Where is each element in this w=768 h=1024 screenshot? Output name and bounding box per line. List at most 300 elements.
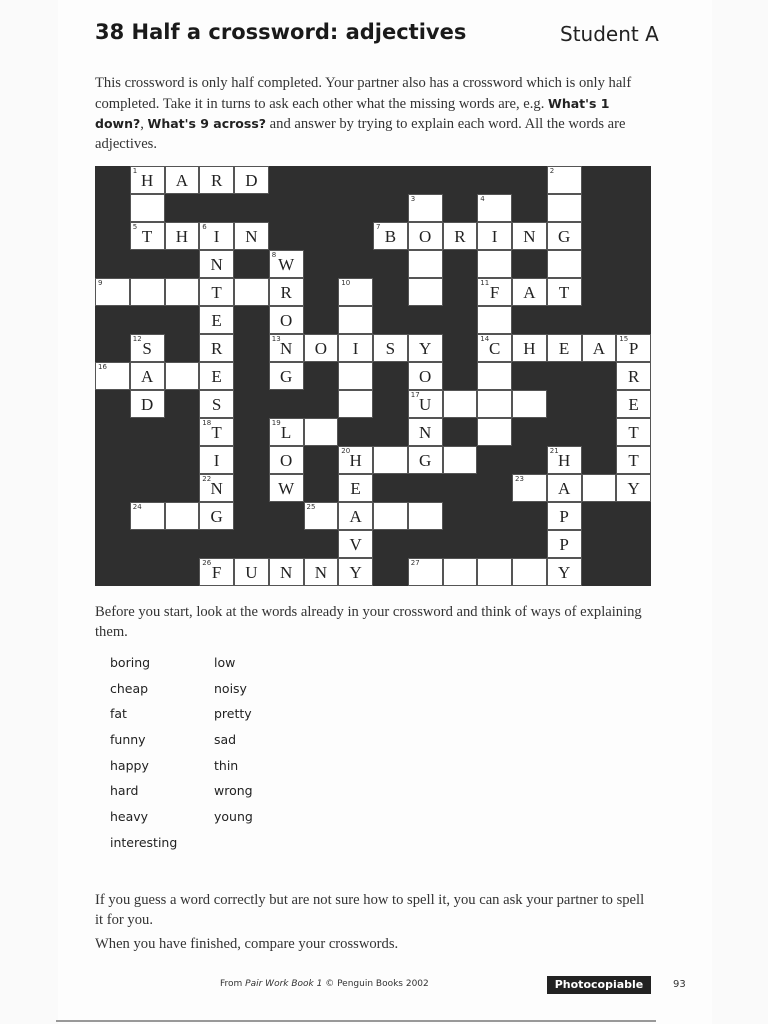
crossword-cell xyxy=(269,306,304,334)
crossword-cell xyxy=(408,194,443,222)
page-edge-line xyxy=(56,1020,656,1022)
cell-letter: R xyxy=(454,227,466,246)
crossword-cell xyxy=(443,390,478,418)
black-square xyxy=(512,362,547,390)
word-list-column-1 xyxy=(110,654,177,860)
crossword-cell xyxy=(443,446,478,474)
cell-letter: N xyxy=(245,227,258,246)
black-square xyxy=(165,446,200,474)
black-square xyxy=(234,334,269,362)
cell-letter: H xyxy=(349,451,362,470)
cell-letter: V xyxy=(349,535,362,554)
crossword-cell xyxy=(130,362,165,390)
black-square xyxy=(443,278,478,306)
crossword-cell xyxy=(616,474,651,502)
cell-letter: P xyxy=(628,339,639,358)
crossword-cell xyxy=(616,418,651,446)
cell-letter: E xyxy=(211,367,222,386)
crossword-cell xyxy=(477,278,512,306)
black-square xyxy=(95,558,130,586)
crossword-cell xyxy=(199,502,234,530)
crossword-cell xyxy=(408,334,443,362)
crossword-cell xyxy=(408,418,443,446)
clue-number: 17 xyxy=(410,391,420,399)
black-square xyxy=(165,474,200,502)
intro-comma: , xyxy=(140,116,148,132)
crossword-cell xyxy=(165,502,200,530)
black-square xyxy=(165,530,200,558)
word-item: sad xyxy=(214,732,237,748)
black-square xyxy=(95,474,130,502)
black-square xyxy=(304,446,339,474)
black-square xyxy=(443,166,478,194)
cell-letter: W xyxy=(278,479,295,498)
example-question-1: What's 1 down? xyxy=(95,95,610,131)
black-square xyxy=(95,418,130,446)
word-item: happy xyxy=(110,757,149,773)
credit-prefix: From xyxy=(220,979,246,989)
black-square xyxy=(234,418,269,446)
credit-suffix: © Penguin Books 2002 xyxy=(322,979,429,989)
crossword-cell xyxy=(269,362,304,390)
cell-letter: A xyxy=(592,339,606,358)
crossword-cell xyxy=(269,558,304,586)
clue-number: 20 xyxy=(341,447,351,455)
black-square xyxy=(338,250,373,278)
crossword-cell xyxy=(304,558,339,586)
word-item: low xyxy=(214,655,236,670)
black-square xyxy=(304,362,339,390)
crossword-cell xyxy=(477,194,512,222)
cell-letter: S xyxy=(211,395,222,414)
clue-number: 19 xyxy=(271,419,281,427)
clue-number: 16 xyxy=(98,363,107,371)
black-square xyxy=(373,418,408,446)
black-square xyxy=(130,474,165,502)
black-square xyxy=(616,558,651,586)
crossword-cell xyxy=(443,558,478,586)
crossword-cell xyxy=(477,250,512,278)
black-square xyxy=(95,194,130,222)
cell-letter: I xyxy=(352,339,359,358)
page-title: 38 Half a crossword: adjectives xyxy=(95,20,467,44)
black-square xyxy=(130,530,165,558)
book-title: Pair Work Book 1 xyxy=(245,979,323,989)
black-square xyxy=(269,194,304,222)
word-item: thin xyxy=(214,757,239,773)
black-square xyxy=(616,278,651,306)
crossword-cell xyxy=(338,446,373,474)
black-square xyxy=(582,250,617,278)
crossword-cell xyxy=(547,166,582,194)
cell-letter: T xyxy=(211,423,222,442)
black-square xyxy=(165,390,200,418)
black-square xyxy=(95,502,130,530)
crossword-cell xyxy=(477,558,512,586)
cell-letter: R xyxy=(280,283,292,302)
crossword-cell xyxy=(373,334,408,362)
crossword-cell xyxy=(338,306,373,334)
crossword-cell xyxy=(269,446,304,474)
cell-letter: R xyxy=(210,171,223,190)
black-square xyxy=(408,474,443,502)
black-square xyxy=(95,306,130,334)
cell-letter: O xyxy=(314,339,328,358)
crossword-cell xyxy=(165,278,200,306)
black-square xyxy=(512,306,547,334)
crossword-cell xyxy=(199,446,234,474)
black-square xyxy=(130,250,165,278)
crossword-cell xyxy=(547,222,582,250)
crossword-cell xyxy=(512,474,547,502)
cell-letter: P xyxy=(559,535,569,554)
black-square xyxy=(373,390,408,418)
page-number: 93 xyxy=(673,979,686,990)
cell-letter: N xyxy=(279,563,293,582)
intro-paragraph xyxy=(95,74,655,154)
crossword-cell xyxy=(512,558,547,586)
black-square xyxy=(616,222,651,250)
crossword-cell xyxy=(477,306,512,334)
crossword-cell xyxy=(373,502,408,530)
clue-number: 24 xyxy=(132,503,142,511)
cell-letter: T xyxy=(141,227,153,246)
black-square xyxy=(512,446,547,474)
black-square xyxy=(547,306,582,334)
black-square xyxy=(304,390,339,418)
black-square xyxy=(338,222,373,250)
cell-letter: N xyxy=(523,227,536,246)
black-square xyxy=(269,530,304,558)
crossword-cell xyxy=(547,334,582,362)
black-square xyxy=(582,446,617,474)
cell-letter: Y xyxy=(557,563,571,582)
cell-letter: T xyxy=(558,283,570,302)
crossword-cell xyxy=(408,250,443,278)
crossword-cell xyxy=(582,334,617,362)
cell-letter: A xyxy=(349,507,362,526)
crossword-cell xyxy=(338,530,373,558)
black-square xyxy=(582,166,617,194)
black-square xyxy=(582,362,617,390)
black-square xyxy=(130,558,165,586)
crossword-cell xyxy=(234,222,269,250)
crossword-cell xyxy=(338,502,373,530)
black-square xyxy=(130,418,165,446)
cell-letter: I xyxy=(213,227,220,246)
cell-letter: T xyxy=(628,451,639,470)
black-square xyxy=(477,530,512,558)
crossword-cell xyxy=(165,166,200,194)
cell-letter: N xyxy=(210,255,223,274)
cell-letter: Y xyxy=(627,479,640,498)
clue-number: 11 xyxy=(480,279,490,287)
cell-letter: G xyxy=(279,367,293,386)
crossword-cell xyxy=(338,362,373,390)
crossword-cell xyxy=(477,222,512,250)
cell-letter: E xyxy=(628,395,639,414)
cell-letter: W xyxy=(278,255,295,274)
clue-number: 7 xyxy=(376,223,381,231)
crossword-cell xyxy=(199,166,234,194)
crossword-cell xyxy=(477,334,512,362)
cell-letter: A xyxy=(557,479,571,498)
black-square xyxy=(477,446,512,474)
cell-letter: A xyxy=(175,171,189,190)
crossword-cell xyxy=(338,390,373,418)
clue-number: 18 xyxy=(202,419,212,427)
cell-letter: O xyxy=(418,367,432,386)
cell-letter: D xyxy=(245,171,258,190)
black-square xyxy=(234,362,269,390)
cell-letter: G xyxy=(210,507,223,526)
black-square xyxy=(443,250,478,278)
black-square xyxy=(582,558,617,586)
black-square xyxy=(582,530,617,558)
word-item: cheap xyxy=(110,680,149,696)
crossword-cell xyxy=(547,474,582,502)
crossword-cell xyxy=(199,306,234,334)
clue-number: 23 xyxy=(515,475,524,483)
black-square xyxy=(582,306,617,334)
cell-letter: N xyxy=(279,339,293,358)
crossword-cell xyxy=(269,474,304,502)
black-square xyxy=(616,250,651,278)
crossword-cell xyxy=(165,222,200,250)
black-square xyxy=(304,530,339,558)
black-square xyxy=(304,166,339,194)
finish-paragraph: When you have finished, compare your crosswords. xyxy=(95,936,399,952)
clue-number: 25 xyxy=(306,503,316,511)
black-square xyxy=(547,390,582,418)
cell-letter: C xyxy=(488,339,501,358)
crossword-cell xyxy=(269,418,304,446)
black-square xyxy=(616,194,651,222)
crossword-cell xyxy=(547,250,582,278)
black-square xyxy=(443,418,478,446)
crossword-cell xyxy=(408,222,443,250)
footer-credit xyxy=(220,979,429,989)
cell-letter: N xyxy=(314,563,328,582)
black-square xyxy=(165,306,200,334)
black-square xyxy=(269,502,304,530)
cell-letter: H xyxy=(140,171,154,190)
crossword-cell xyxy=(582,474,617,502)
black-square xyxy=(582,390,617,418)
black-square xyxy=(373,306,408,334)
black-square xyxy=(443,362,478,390)
cell-letter: A xyxy=(140,367,154,386)
black-square xyxy=(130,446,165,474)
example-question-2: What's 9 across? xyxy=(147,116,267,131)
crossword-cell xyxy=(373,222,408,250)
crossword-cell xyxy=(408,362,443,390)
black-square xyxy=(130,306,165,334)
black-square xyxy=(95,530,130,558)
black-square xyxy=(547,418,582,446)
crossword-cell xyxy=(408,278,443,306)
intro-text-2: and answer by trying to explain each word. All the words are adjectives. xyxy=(95,116,626,152)
cell-letter: F xyxy=(211,563,222,582)
black-square xyxy=(338,194,373,222)
cell-letter: E xyxy=(350,479,361,498)
crossword-cell xyxy=(95,362,130,390)
crossword-cell xyxy=(512,222,547,250)
cell-letter: O xyxy=(279,311,293,330)
crossword-cell xyxy=(512,390,547,418)
word-item: fat xyxy=(110,706,127,722)
crossword-cell xyxy=(408,390,443,418)
cell-letter: O xyxy=(279,451,293,470)
black-square xyxy=(582,222,617,250)
black-square xyxy=(95,250,130,278)
crossword-cell xyxy=(199,418,234,446)
black-square xyxy=(95,446,130,474)
clue-number: 5 xyxy=(132,223,138,231)
intro-text-1: This crossword is only half completed. Your partner also has a crossword which is only half completed. Take it in turns to ask each other what the missing words are, e.g. xyxy=(95,75,632,112)
word-item: boring xyxy=(110,655,151,670)
black-square xyxy=(234,474,269,502)
black-square xyxy=(408,306,443,334)
black-square xyxy=(304,278,339,306)
crossword-cell xyxy=(304,334,339,362)
clue-number: 12 xyxy=(132,335,142,343)
crossword-cell xyxy=(616,446,651,474)
cell-letter: E xyxy=(558,339,570,358)
black-square xyxy=(512,418,547,446)
crossword-cell xyxy=(373,446,408,474)
crossword-cell xyxy=(338,558,373,586)
clue-number: 1 xyxy=(132,167,138,175)
black-square xyxy=(512,194,547,222)
black-square xyxy=(165,194,200,222)
crossword-cell xyxy=(338,278,373,306)
cell-letter: U xyxy=(245,563,258,582)
crossword-cell xyxy=(199,278,234,306)
black-square xyxy=(95,334,130,362)
crossword-cell xyxy=(234,558,269,586)
black-square xyxy=(304,194,339,222)
crossword-cell xyxy=(130,278,165,306)
cell-letter: I xyxy=(213,451,220,470)
cell-letter: G xyxy=(557,227,571,246)
black-square xyxy=(165,418,200,446)
black-square xyxy=(512,166,547,194)
word-item: noisy xyxy=(214,680,247,696)
cell-letter: D xyxy=(140,395,154,414)
black-square xyxy=(373,194,408,222)
crossword-cell xyxy=(547,446,582,474)
clue-number: 8 xyxy=(271,251,277,259)
black-square xyxy=(477,502,512,530)
crossword-cell xyxy=(408,502,443,530)
word-item: hard xyxy=(110,783,139,799)
crossword-cell xyxy=(547,194,582,222)
cell-letter: P xyxy=(559,507,569,526)
black-square xyxy=(616,530,651,558)
clue-number: 9 xyxy=(98,279,103,287)
cell-letter: A xyxy=(523,283,536,302)
cell-letter: L xyxy=(280,423,292,442)
word-item: funny xyxy=(110,732,146,748)
cell-letter: R xyxy=(627,367,640,386)
crossword-cell xyxy=(130,194,165,222)
black-square xyxy=(234,250,269,278)
cell-letter: H xyxy=(557,451,571,470)
black-square xyxy=(234,530,269,558)
crossword-cell xyxy=(616,362,651,390)
clue-number: 27 xyxy=(410,559,420,567)
crossword-cell xyxy=(304,418,339,446)
crossword-cell xyxy=(269,250,304,278)
crossword-cell xyxy=(130,166,165,194)
cell-letter: N xyxy=(210,479,223,498)
black-square xyxy=(616,502,651,530)
crossword-cell xyxy=(130,222,165,250)
black-square xyxy=(304,250,339,278)
clue-number: 2 xyxy=(549,167,555,175)
black-square xyxy=(443,530,478,558)
black-square xyxy=(304,306,339,334)
crossword-cell xyxy=(269,334,304,362)
word-list-column-2 xyxy=(214,654,253,834)
word-item: heavy xyxy=(110,809,149,825)
clue-number: 21 xyxy=(549,447,559,455)
black-square xyxy=(234,306,269,334)
crossword-cell xyxy=(547,558,582,586)
cell-letter: O xyxy=(418,227,432,246)
student-label: Student A xyxy=(560,22,659,46)
crossword-cell xyxy=(443,222,478,250)
crossword-cell xyxy=(199,390,234,418)
cell-letter: U xyxy=(418,395,432,414)
black-square xyxy=(408,166,443,194)
crossword-cell xyxy=(199,222,234,250)
black-square xyxy=(443,502,478,530)
crossword-cell xyxy=(408,446,443,474)
black-square xyxy=(95,390,130,418)
crossword-cell xyxy=(165,362,200,390)
crossword-cell xyxy=(269,278,304,306)
crossword-cell xyxy=(234,278,269,306)
clue-number: 10 xyxy=(341,279,351,287)
black-square xyxy=(304,222,339,250)
crossword-grid xyxy=(95,166,651,586)
black-square xyxy=(234,502,269,530)
cell-letter: E xyxy=(211,311,222,330)
black-square xyxy=(512,530,547,558)
cell-letter: I xyxy=(491,227,498,246)
black-square xyxy=(477,166,512,194)
crossword-cell xyxy=(130,502,165,530)
black-square xyxy=(582,418,617,446)
black-square xyxy=(338,166,373,194)
black-square xyxy=(234,194,269,222)
cell-letter: S xyxy=(142,339,152,358)
clue-number: 3 xyxy=(410,195,416,203)
instructions-paragraph: Before you start, look at the words already in your crossword and think of ways of explaining them. xyxy=(95,604,642,640)
black-square xyxy=(373,166,408,194)
crossword-cell xyxy=(234,166,269,194)
black-square xyxy=(512,502,547,530)
black-square xyxy=(582,194,617,222)
clue-number: 4 xyxy=(480,195,485,203)
black-square xyxy=(616,166,651,194)
crossword-cell xyxy=(304,502,339,530)
clue-number: 14 xyxy=(480,335,490,343)
black-square xyxy=(165,250,200,278)
cell-letter: B xyxy=(384,227,397,246)
